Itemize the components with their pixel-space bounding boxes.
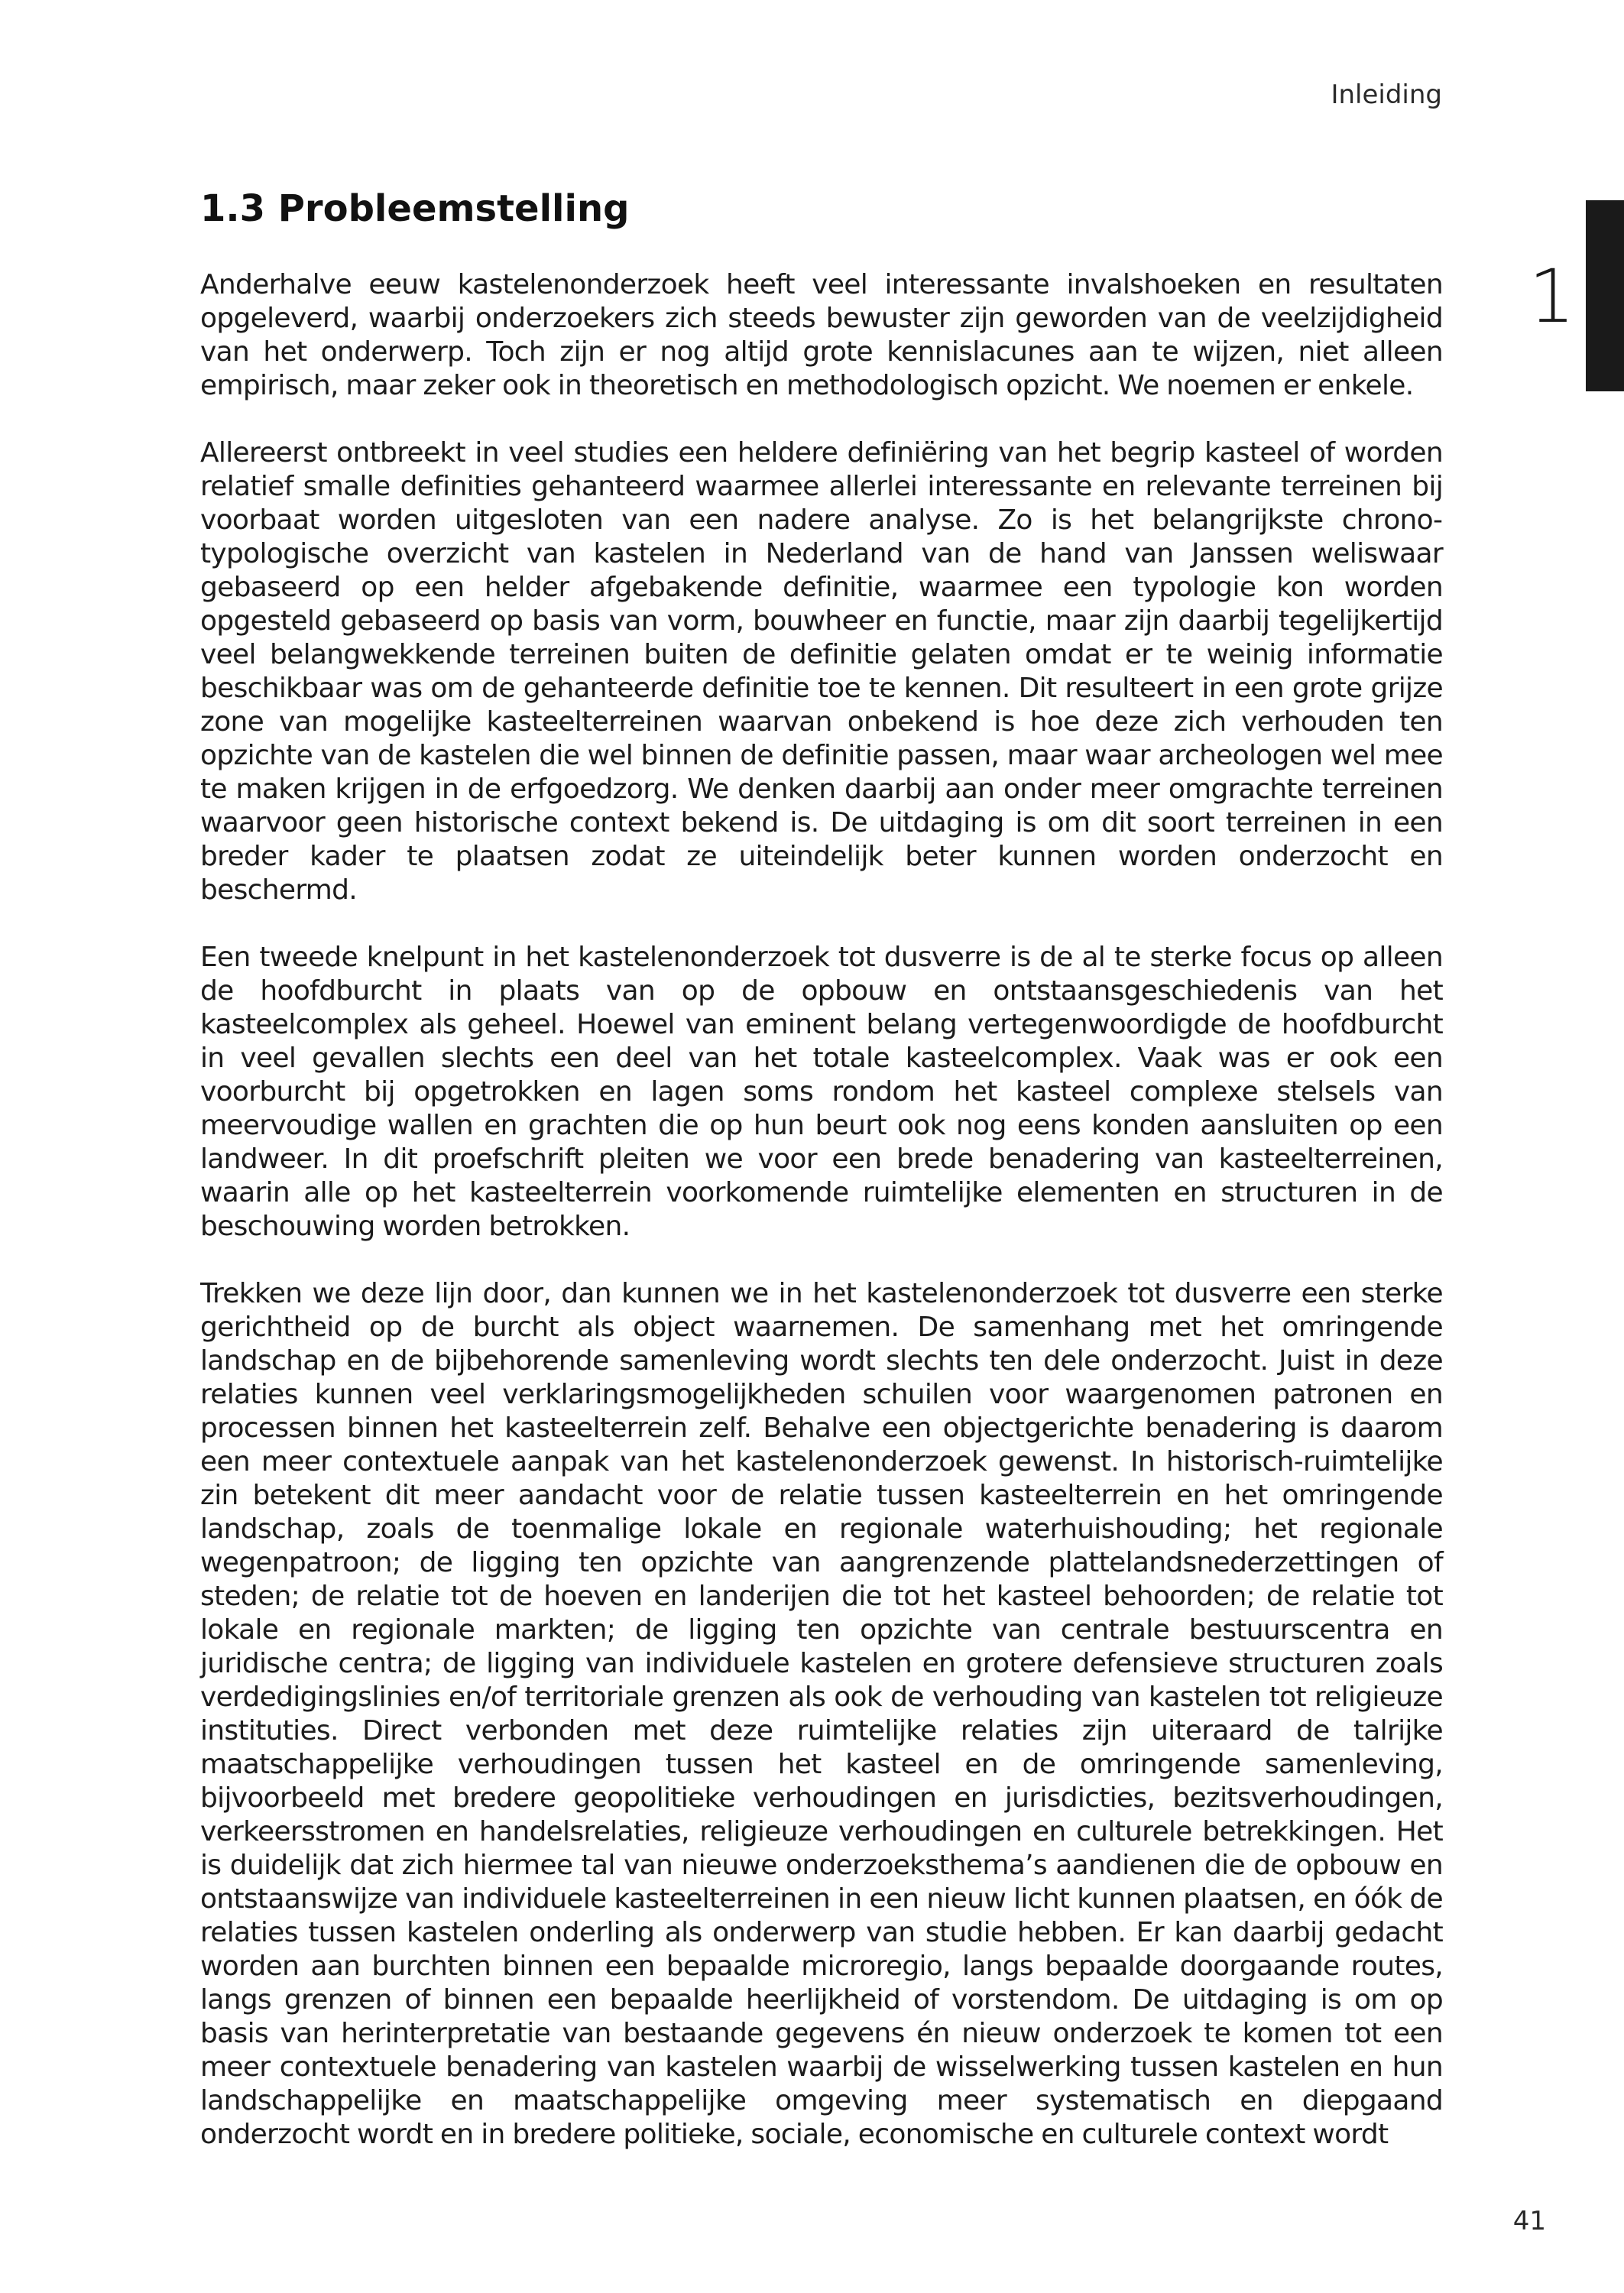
paragraph-2: Allereerst ontbreekt in veel studies een heldere definiëring van het begrip kasteel of worden relatief smalle definities gehanteerd waarmee allerlei interessante en relevante terreinen bij voorbaat worden uitgesloten van een nadere analyse. Zo is het belangrijkste chronotypologische overzicht van kastelen in Nederland van de hand van Janssen weliswaar gebaseerd op een helder afgebakende definitie, waarmee een typologie kon worden opgesteld gebaseerd op basis van vorm, bouwheer en functie, maar zijn daarbij tegelijkertijd veel belangwekkende terreinen buiten de definitie gelaten omdat er te weinig informatie beschikbaar was om de gehanteerde definitie toe te kennen. Dit resulteert in een grote grijze zone van mogelijke kasteelterreinen waarvan onbekend is hoe deze zich verhouden ten opzichte van de kastelen die wel binnen de definitie passen, maar waar archeologen wel mee te maken krijgen in de erfgoedzorg. We denken daarbij aan onder meer omgrachte terreinen waarvoor geen historische context bekend is. De uitdaging is om dit soort terreinen in een breder kader te plaatsen zodat ze uiteindelijk beter kunnen worden onderzocht en beschermd.: [200, 436, 1443, 906]
section-content: [200, 187, 1443, 2185]
page-number: 41: [1512, 2206, 1546, 2236]
paragraph-3: Een tweede knelpunt in het kastelenonderzoek tot dusverre is de al te sterke focus op alleen de hoofdburcht in plaats van op de opbouw en ontstaansgeschiedenis van het kasteelcomplex als geheel. Hoewel van eminent belang vertegenwoordigde de hoofdburcht in veel gevallen slechts een deel van het totale kasteelcomplex. Vaak was er ook een voorburcht bij opgetrokken en lagen soms rondom het kasteel complexe stelsels van meervoudige wallen en grachten die op hun beurt ook nog eens konden aansluiten op een landweer. In dit proefschrift pleiten we voor een brede benadering van kasteelterreinen, waarin alle op het kasteelterrein voorkomende ruimtelijke elementen en structuren in de beschouwing worden betrokken.: [200, 941, 1443, 1242]
paragraph-4: Trekken we deze lijn door, dan kunnen we in het kastelenonderzoek tot dusverre een sterke gerichtheid op de burcht als object waarnemen. De samenhang met het omringende landschap en de bijbehorende samenleving wordt slechts ten dele onderzocht. Juist in deze relaties kunnen veel verklaringsmogelijkheden schuilen voor waargenomen patronen en processen binnen het kasteelterrein zelf. Behalve een objectgerichte benadering is daarom een meer contextuele aanpak van het kastelenonderzoek gewenst. In historisch-ruimtelijke zin betekent dit meer aandacht voor de relatie tussen kasteelterrein en het omringende landschap, zoals de toenmalige lokale en regionale waterhuishouding; het regionale wegenpatroon; de ligging ten opzichte van aangrenzende plattelandsnederzettingen of steden; de relatie tot de hoeven en landerijen die tot het kasteel behoorden; de relatie tot lokale en regionale markten; de ligging ten opzichte van centrale bestuurscentra en juridische centra; de ligging van individuele kastelen en grotere defensieve structuren zoals verdedigingslinies en/of territoriale grenzen als ook de verhouding van kastelen tot religieuze instituties. Direct verbonden met deze ruimtelijke relaties zijn uiteraard de talrijke maatschappelijke verhoudingen tussen het kasteel en de omringende samenleving, bijvoorbeeld met bredere geopolitieke verhoudingen en jurisdicties, bezitsverhoudingen, verkeersstromen en handelsrelaties, religieuze verhoudingen en culturele betrekkingen. Het is duidelijk dat zich hiermee tal van nieuwe onderzoeksthema’s aandienen die de opbouw en ontstaanswijze van individuele kasteelterreinen in een nieuw licht kunnen plaatsen, en óók de relaties tussen kastelen onderling als onderwerp van studie hebben. Er kan daarbij gedacht worden aan burchten binnen een bepaalde microregio, langs bepaalde doorgaande routes, langs grenzen of binnen een bepaalde heerlijkheid of vorstendom. De uitdaging is om op basis van herinterpretatie van bestaande gegevens én nieuw onderzoek te komen tot een meer contextuele benadering van kastelen waarbij de wisselwerking tussen kastelen en hun landschappelijke en maatschappelijke omgeving meer systematisch en diepgaand onderzocht wordt en in bredere politieke, sociale, economische en culturele context wordt: [200, 1277, 1443, 2150]
paragraph-1: Anderhalve eeuw kastelenonderzoek heeft veel interessante invalshoeken en resultaten opgeleverd, waarbij onderzoekers zich steeds bewuster zijn geworden van de veelzijdigheid van het onderwerp. Toch zijn er nog altijd grote kennislacunes aan te wijzen, niet alleen empirisch, maar zeker ook in theoretisch en methodologisch opzicht. We noemen er enkele.: [200, 268, 1443, 401]
chapter-number: 1: [1528, 254, 1576, 339]
section-heading: 1.3 Probleemstelling: [200, 187, 630, 230]
running-header: Inleiding: [1331, 79, 1442, 110]
chapter-tab: [1586, 200, 1624, 391]
